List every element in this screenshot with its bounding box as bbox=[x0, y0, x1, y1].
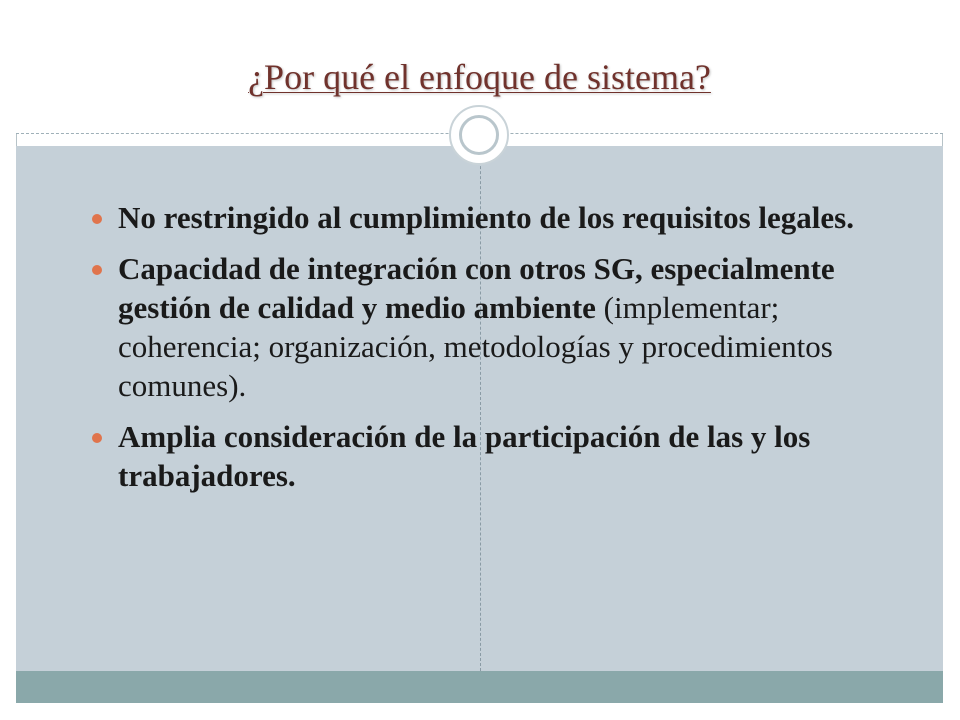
bullet-dot-icon bbox=[92, 214, 102, 224]
bullet-bold-text: No restringido al cumplimiento de los requisitos legales. bbox=[118, 200, 854, 235]
bullet-bold-text: Amplia consideración de la participación de las y los trabajadores. bbox=[118, 419, 811, 493]
bullet-item bbox=[92, 198, 882, 237]
bullet-list bbox=[92, 198, 882, 507]
bullet-dot-icon bbox=[92, 265, 102, 275]
circle-ornament-inner bbox=[459, 115, 499, 155]
bullet-normal-text: (implementar; coherencia; organización, metodologías y procedimientos comunes). bbox=[118, 290, 833, 403]
bullet-dot-icon bbox=[92, 433, 102, 443]
bullet-item bbox=[92, 417, 882, 495]
footer-band bbox=[16, 671, 943, 703]
circle-ornament-icon bbox=[449, 105, 509, 165]
bullet-item bbox=[92, 249, 882, 405]
bullet-bold-text: Capacidad de integración con otros SG, especialmente gestión de calidad y medio ambiente bbox=[118, 251, 835, 325]
slide-title: ¿Por qué el enfoque de sistema? bbox=[248, 57, 711, 97]
